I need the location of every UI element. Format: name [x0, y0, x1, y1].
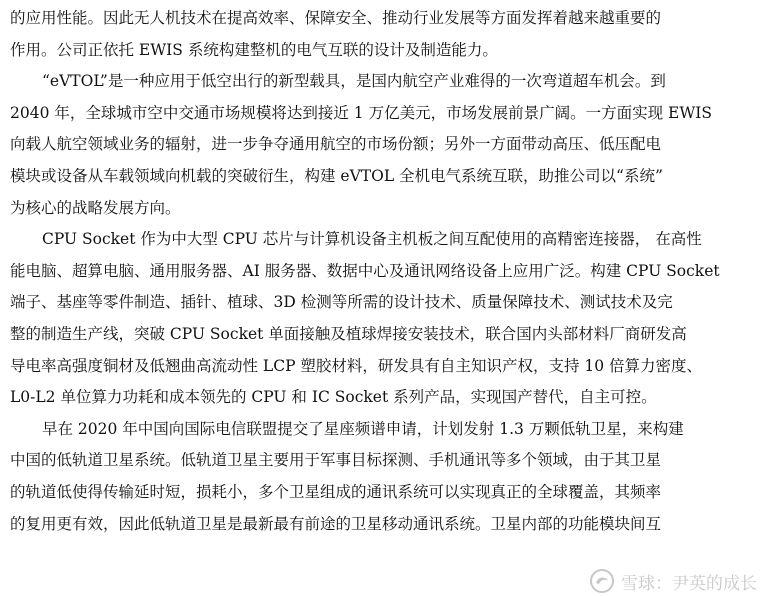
- text-line-1: 的应用性能。因此无人机技术在提高效率、保障安全、推动行业发展等方面发挥着越来越重要的: [10, 9, 662, 27]
- text-line-12: 导电率高强度铜材及低翘曲高流动性 LCP 塑胶材料，研发具有自主知识产权，支持 10 倍算力密度、: [10, 356, 703, 375]
- text-line-14: 早在 2020 年中国向国际电信联盟提交了星座频谱申请，计划发射 1.3 万颗低轨卫星，来构建: [42, 419, 684, 438]
- watermark-text: 雪球：尹英的成长: [621, 573, 757, 594]
- snowball-logo-icon: [589, 568, 615, 594]
- text-line-13: L0-L2 单位算力功耗和成本领先的 CPU 和 IC Socket 系列产品，实现国产替代，自主可控。: [10, 388, 657, 407]
- text-line-8: CPU Socket 作为中大型 CPU 芯片与计算机设备主机板之间互配使用的高精密连接器， 在高性: [42, 230, 702, 249]
- text-line-3: “eVTOL”是一种应用于低空出行的新型载具，是国内航空产业难得的一次弯道超车机会。到: [42, 72, 666, 91]
- text-line-7: 为核心的战略发展方向。: [10, 198, 181, 217]
- text-line-17: 的复用更有效，因此低轨道卫星是最新最有前途的卫星移动通讯系统。卫星内部的功能模块间互: [10, 514, 662, 533]
- text-line-15: 中国的低轨道卫星系统。低轨道卫星主要用于军事目标探测、手机通讯等多个领域，由于其卫星: [10, 451, 662, 470]
- text-line-2: 作用。公司正依托 EWIS 系统构建整机的电气互联的设计及制造能力。: [10, 40, 498, 59]
- text-line-4: 2040 年，全球城市空中交通市场规模将达到接近 1 万亿美元，市场发展前景广阔。一方面实现 EWIS: [10, 103, 713, 122]
- text-line-11: 整的制造生产线，突破 CPU Socket 单面接触及植球焊接安装技术，联合国内头部材料厂商研发高: [10, 324, 687, 343]
- text-line-9: 能电脑、超算电脑、通用服务器、AI 服务器、数据中心及通讯网络设备上应用广泛。构建 CPU Socket: [10, 261, 720, 280]
- text-line-6: 模块或设备从车载领域向机载的突破衍生，构建 eVTOL 全机电气系统互联，助推公司以“系统”: [10, 166, 663, 185]
- text-line-16: 的轨道低使得传输延时短，损耗小，多个卫星组成的通讯系统可以实现真正的全球覆盖，其频率: [10, 482, 662, 501]
- document-body: [10, 3, 758, 540]
- text-line-5: 向载人航空领域业务的辐射，进一步争夺通用航空的市场份额；另外一方面带动高压、低压配电: [10, 135, 662, 154]
- watermark: [589, 568, 757, 594]
- text-line-10: 端子、基座等零件制造、插针、植球、3D 检测等所需的设计技术、质量保障技术、测试技术及完: [10, 293, 673, 312]
